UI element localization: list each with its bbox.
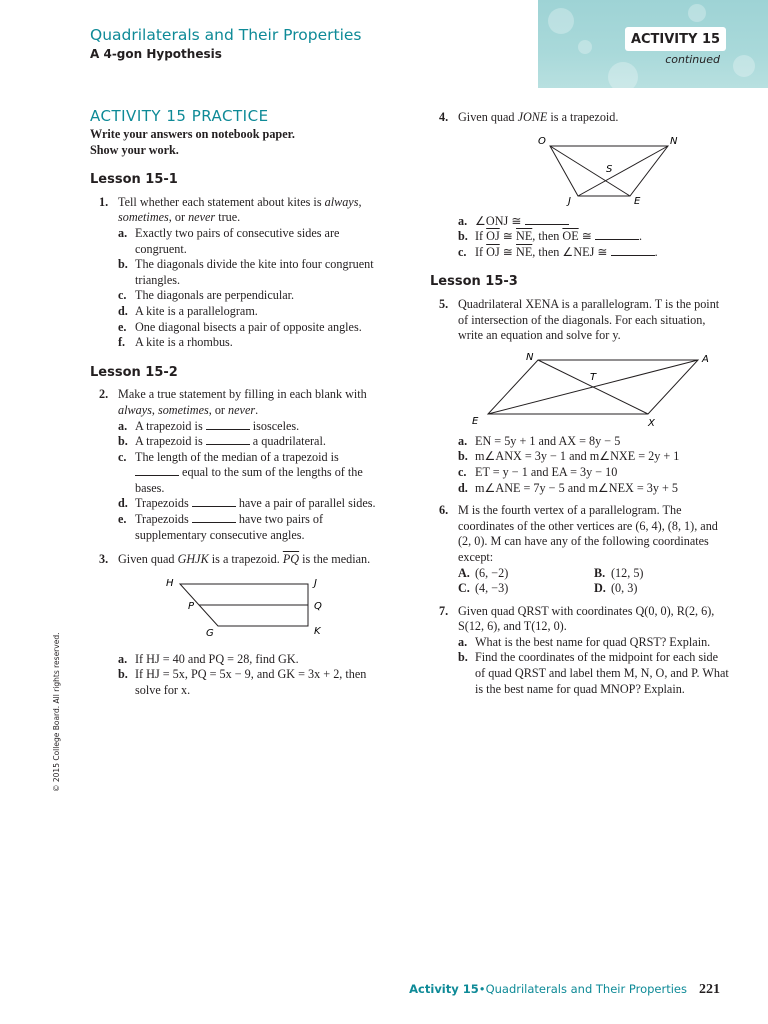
lesson-15-3-heading: Lesson 15-3 bbox=[430, 274, 518, 290]
parallelogram-xena-figure bbox=[448, 350, 718, 430]
label-k: K bbox=[314, 625, 321, 637]
answer-blank bbox=[135, 465, 179, 476]
answer-blank bbox=[192, 512, 236, 523]
q1-item-b: b. The diagonals divide the kite into four congruent triangles. bbox=[118, 257, 374, 287]
header-title: Quadrilaterals and Their Properties bbox=[90, 26, 362, 44]
answer-blank bbox=[611, 245, 655, 256]
q4-item-c: c. If $\overline{OJ}$ ≅ $\overline{NE}$, then ∠NEJ ≅ . bbox=[458, 244, 658, 259]
q5-item-d: d. m∠ANE = 7y − 5 and m∠NEX = 3y + 5 bbox=[458, 480, 679, 495]
label-n: N bbox=[670, 135, 678, 147]
question-number: 5. bbox=[439, 296, 449, 311]
q6-choice-c: C. (4, −3) bbox=[458, 581, 509, 596]
label-s: S bbox=[606, 163, 613, 175]
copyright-notice: © 2015 College Board. All rights reserved. bbox=[52, 632, 61, 792]
label-x: X bbox=[648, 417, 655, 429]
q2-item-b: b. A trapezoid is a quadrilateral. bbox=[118, 434, 326, 449]
question-7: 7. Given quad QRST with coordinates Q(0, 0), R(2, 6), S(12, 6), and T(12, 0). a. What is the best name for quad QRST? Explain. b. Find the coordinates of the midpoint for each side of quad QRST and label them M, N, O, and P. What is the best name for quad MNOP? Explain. bbox=[439, 603, 729, 696]
q5-item-a: a. EN = 5y + 1 and AX = 8y − 5 bbox=[458, 433, 621, 448]
q1-true: true. bbox=[215, 210, 241, 225]
question-number: 1. bbox=[99, 194, 109, 209]
answer-blank bbox=[595, 229, 639, 240]
q1-item-d: d. A kite is a parallelogram. bbox=[118, 303, 258, 318]
q1-comma: , bbox=[358, 194, 362, 209]
left-column bbox=[90, 127, 390, 699]
page-footer bbox=[409, 982, 720, 998]
q6-choice-b: B. (12, 5) bbox=[594, 565, 644, 580]
question-3: 3. Given quad GHJK is a trapezoid. $\overline{PQ}$ is the median. H J P Q G K a. If HJ = 40 and PQ = 28, find GK. b. If HJ = 5x, PQ = 5x − 9, and GK = 3x + 2, then solve for x. bbox=[90, 552, 390, 698]
label-o: O bbox=[538, 135, 546, 147]
page-number: 221 bbox=[699, 982, 720, 997]
activity-badge: ACTIVITY 15 bbox=[625, 27, 726, 51]
q2-item-d: d. Trapezoids have a pair of parallel sides. bbox=[118, 496, 376, 511]
label-a: A bbox=[702, 353, 709, 365]
footer-activity: Activity 15 bbox=[409, 982, 479, 996]
label-g: G bbox=[206, 627, 214, 639]
answer-blank bbox=[206, 434, 250, 445]
lesson-15-2-heading: Lesson 15-2 bbox=[90, 364, 178, 380]
question-6: 6. M is the fourth vertex of a parallelogram. The coordinates of the other vertices are (6, 4), (8, 1), and (2, 0). M can have any of the following coordinates except: A. (6, −2) B. (12, 5) C. (4, −3) D. (0, 3) bbox=[430, 503, 730, 597]
answer-blank bbox=[192, 496, 236, 507]
question-4: 4. Given quad JONE is a trapezoid. O N S J E a. ∠ONJ ≅ b. If $\overline{OJ}$ ≅ $\overline{NE}$, then $\overline{OE}$ ≅ . c. If $\overline{OJ}$ ≅ $\overline{NE}$, then ∠NEJ ≅ . bbox=[430, 110, 730, 260]
q1-item-c: c. The diagonals are perpendicular. bbox=[118, 288, 295, 303]
q1-never: never bbox=[188, 210, 216, 225]
q6-choices-row-1 bbox=[458, 566, 730, 582]
q1-stem: Tell whether each statement about kites is bbox=[118, 194, 325, 209]
label-j: J bbox=[314, 577, 317, 589]
label-e: E bbox=[472, 415, 479, 427]
q2-item-c: c. The length of the median of a trapezoid is equal to the sum of the lengths of the bases. bbox=[118, 449, 363, 495]
q3-item-a: a. If HJ = 40 and PQ = 28, find GK. bbox=[118, 651, 299, 666]
q5-item-c: c. ET = y − 1 and EA = 3y − 10 bbox=[458, 464, 618, 479]
label-t: T bbox=[590, 371, 597, 383]
trapezoid-jone-figure bbox=[498, 130, 698, 206]
practice-title: ACTIVITY 15 PRACTICE bbox=[90, 107, 269, 125]
header-subtitle: A 4-gon Hypothesis bbox=[90, 47, 222, 61]
q6-choice-d: D. (0, 3) bbox=[594, 581, 638, 596]
answer-blank bbox=[525, 214, 569, 225]
q2-item-a: a. A trapezoid is isosceles. bbox=[118, 418, 300, 433]
question-5: 5. Quadrilateral XENA is a parallelogram. T is the point of intersection of the diagonals. For each situation, write an equation and solve for y. N A T E X a. EN = 5y + 1 and AX = 8y − 5 b. m∠ANX = 3y − 1 and m∠NXE = 2y + 1 c. ET = y − 1 and EA = 3y − 10 d. m∠ANE = 7y − 5 and m∠NEX = 3y + 5 bbox=[430, 297, 730, 496]
q1-item-f: f. A kite is a rhombus. bbox=[118, 335, 233, 350]
label-n: N bbox=[526, 351, 534, 363]
label-h: H bbox=[166, 577, 174, 589]
q2-item-e: e. Trapezoids have two pairs of supplementary consecutive angles. bbox=[118, 512, 324, 542]
label-j: J bbox=[568, 195, 571, 206]
q1-always: always bbox=[324, 194, 359, 209]
right-column bbox=[430, 110, 730, 697]
continued-label: continued bbox=[665, 53, 720, 66]
footer-bullet: • bbox=[478, 982, 486, 996]
q1-or: , or bbox=[168, 210, 189, 225]
instructions-line-2: Show your work. bbox=[90, 142, 179, 157]
label-e: E bbox=[634, 195, 641, 206]
question-number: 7. bbox=[439, 603, 449, 618]
trapezoid-ghjk-figure bbox=[108, 574, 368, 644]
answer-blank bbox=[206, 419, 250, 430]
q4-item-a: a. ∠ONJ ≅ bbox=[458, 214, 730, 230]
q1-item-a: a. Exactly two pairs of consecutive sides are congruent. bbox=[118, 225, 340, 256]
q7-item-a: a. What is the best name for quad QRST? Explain. bbox=[458, 634, 711, 649]
question-2: 2. Make a true statement by filling in each blank with always, sometimes, or never. a. A trapezoid is isosceles. b. A trapezoid is a quadrilateral. c. The length of the median of a trapezoid is equal to the sum of the lengths of the bases. d. Trapezoids have a pair of parallel sides. e. Trapezoids have two pairs of supplementary consecutive angles. bbox=[90, 387, 390, 543]
question-number: 6. bbox=[439, 503, 449, 518]
q5-item-b: b. m∠ANX = 3y − 1 and m∠NXE = 2y + 1 bbox=[458, 449, 680, 464]
q6-choices-row-2 bbox=[458, 581, 730, 597]
label-q: Q bbox=[314, 600, 322, 612]
label-p: P bbox=[188, 600, 195, 612]
question-number: 4. bbox=[439, 110, 449, 124]
lesson-15-1-heading: Lesson 15-1 bbox=[90, 172, 178, 188]
question-1 bbox=[90, 195, 390, 351]
q4-item-b: b. If $\overline{OJ}$ ≅ $\overline{NE}$, then $\overline{OE}$ ≅ . bbox=[458, 229, 643, 244]
question-number: 2. bbox=[99, 387, 109, 402]
q6-choice-a: A. (6, −2) bbox=[458, 565, 509, 580]
instructions-line-1: Write your answers on notebook paper. bbox=[90, 127, 295, 141]
q1-sometimes: sometimes bbox=[118, 210, 169, 225]
q3-item-b: b. If HJ = 5x, PQ = 5x − 9, and GK = 3x + 2, then solve for x. bbox=[118, 667, 367, 698]
q7-item-b: b. Find the coordinates of the midpoint for each side of quad QRST and label them M, N, O, and P. What is the best name for quad MNOP? Explain. bbox=[458, 650, 729, 696]
q1-item-e: e. One diagonal bisects a pair of opposite angles. bbox=[118, 319, 362, 334]
footer-title: Quadrilaterals and Their Properties bbox=[485, 982, 687, 996]
question-number: 3. bbox=[99, 552, 109, 567]
